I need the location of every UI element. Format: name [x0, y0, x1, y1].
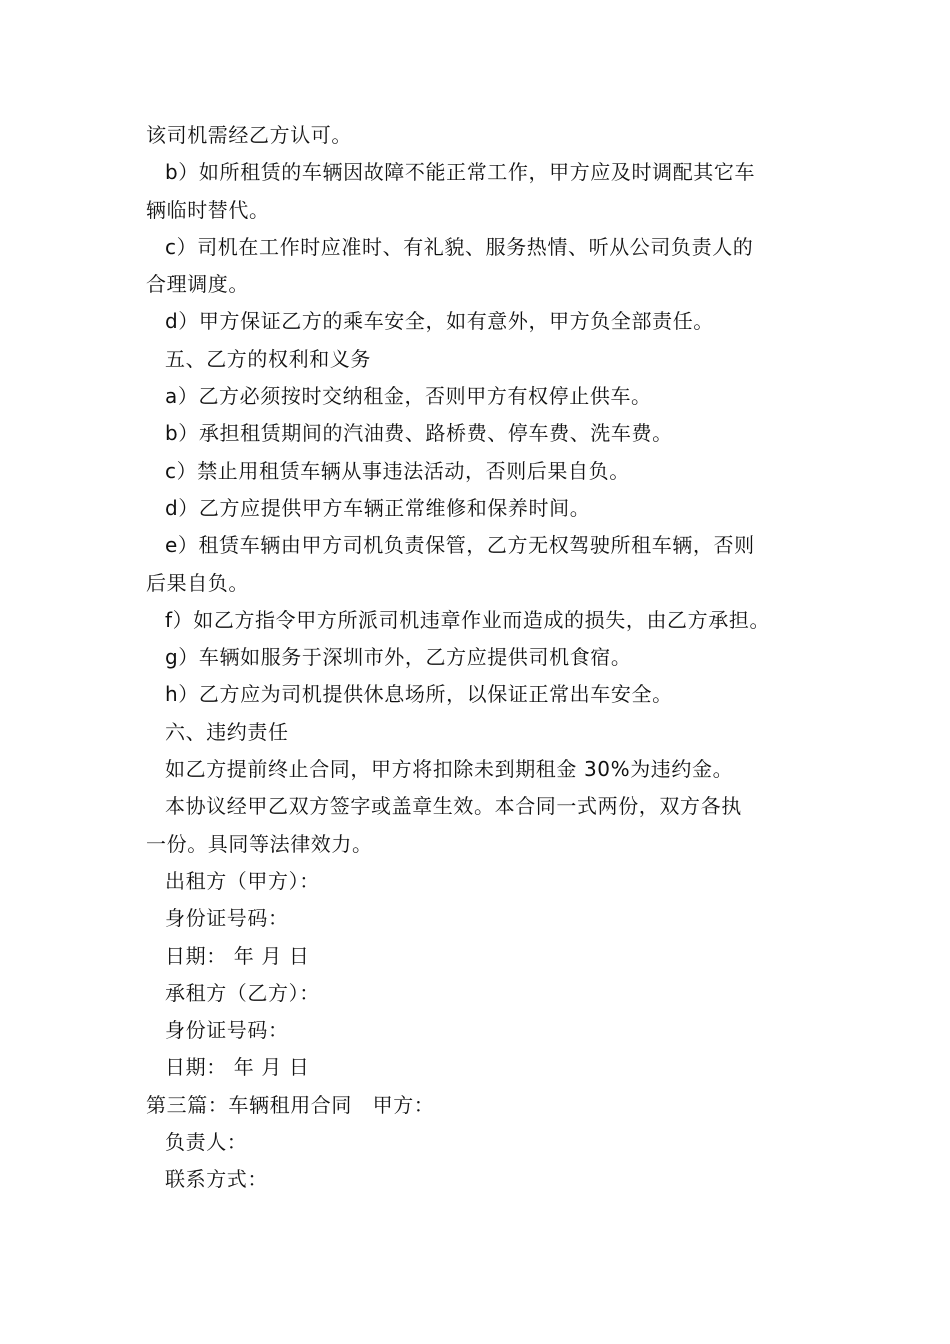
signature-field: 负责人： [165, 1130, 248, 1155]
text-line: d）甲方保证乙方的乘车安全，如有意外，甲方负全部责任。 [165, 309, 714, 334]
text-line: 如乙方提前终止合同，甲方将扣除未到期租金 30%为违约金。 [165, 757, 734, 782]
text-line: 一份。具同等法律效力。 [146, 831, 373, 856]
text-line: c）禁止用租赁车辆从事违法活动，否则后果自负。 [165, 458, 630, 483]
signature-field: 身份证号码： [165, 1018, 289, 1043]
text-line: 辆临时替代。 [146, 197, 270, 222]
text-line: h）乙方应为司机提供休息场所，以保证正常出车安全。 [165, 682, 673, 707]
signature-field: 日期： 年 月 日 [165, 1055, 310, 1080]
signature-field: 联系方式： [165, 1167, 268, 1192]
section-heading: 第三篇：车辆租用合同 甲方： [146, 1092, 435, 1117]
signature-field: 身份证号码： [165, 906, 289, 931]
text-line: 该司机需经乙方认可。 [146, 123, 352, 147]
text-line: a）乙方必须按时交纳租金，否则甲方有权停止供车。 [165, 384, 652, 409]
text-line: 后果自负。 [146, 570, 249, 595]
text-line: f）如乙方指令甲方所派司机违章作业而造成的损失，由乙方承担。 [165, 607, 771, 632]
text-line: e）租赁车辆由甲方司机负责保管，乙方无权驾驶所租车辆，否则 [165, 533, 755, 558]
text-line: g）车辆如服务于深圳市外，乙方应提供司机食宿。 [165, 645, 632, 670]
text-line: d）乙方应提供甲方车辆正常维修和保养时间。 [165, 495, 591, 520]
section-heading: 五、乙方的权利和义务 [165, 346, 371, 371]
section-heading: 六、违约责任 [165, 719, 289, 744]
text-line: c）司机在工作时应准时、有礼貌、服务热情、听从公司负责人的 [165, 234, 754, 259]
document-body [146, 117, 816, 1199]
signature-field: 出租方（甲方）： [165, 868, 320, 893]
signature-field: 承租方（乙方）： [165, 980, 320, 1005]
signature-field: 日期： 年 月 日 [165, 943, 310, 968]
text-line: 本协议经甲乙双方签字或盖章生效。本合同一式两份，双方各执 [165, 794, 742, 819]
text-line: b）承担租赁期间的汽油费、路桥费、停车费、洗车费。 [165, 421, 673, 446]
text-line: 合理调度。 [146, 272, 249, 297]
text-line: b）如所租赁的车辆因故障不能正常工作，甲方应及时调配其它车 [165, 160, 756, 185]
